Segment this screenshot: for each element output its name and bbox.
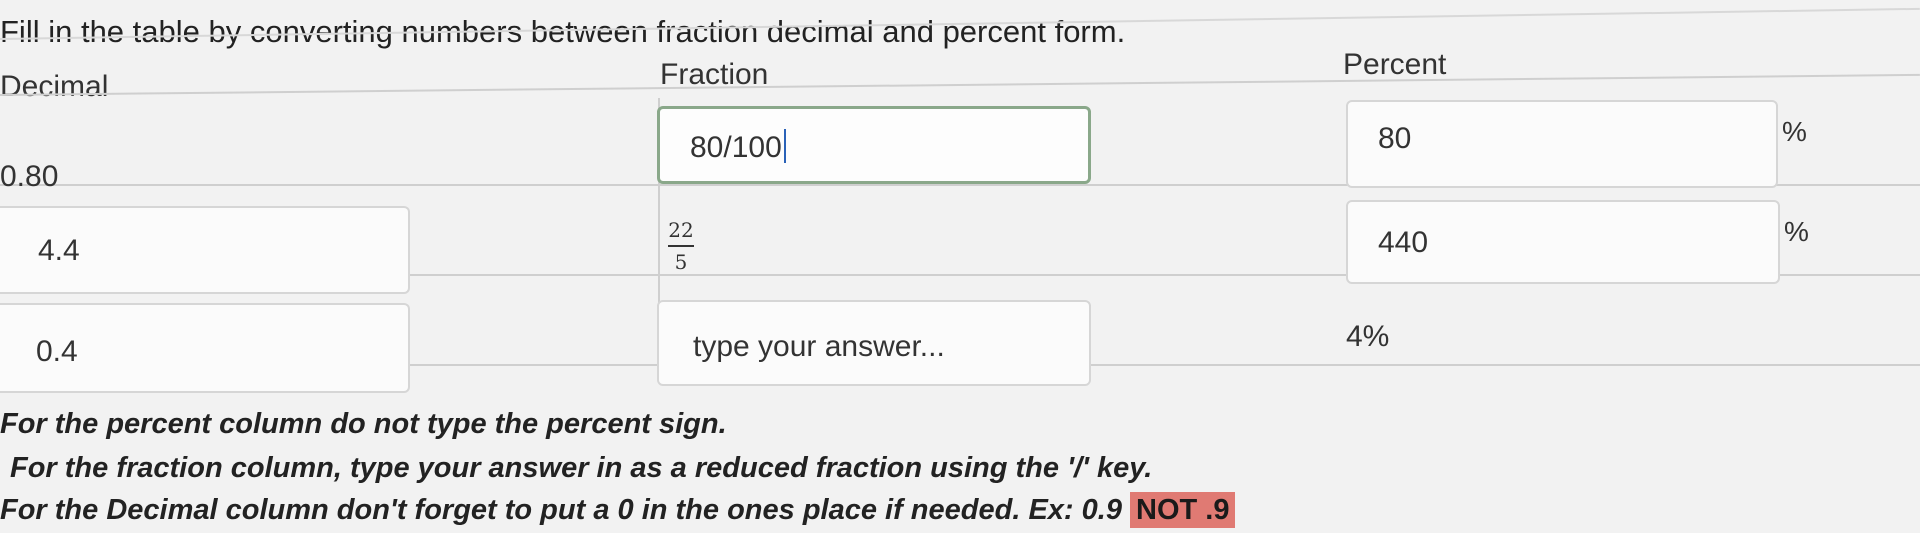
fraction-numerator: 22 <box>668 218 694 242</box>
fraction-bar <box>668 245 694 247</box>
text-caret <box>784 129 786 163</box>
fraction-denominator: 5 <box>674 250 688 274</box>
percent-sign: % <box>1784 216 1809 247</box>
decimal-value: 0.80 <box>0 160 59 193</box>
percent-input-value: 440 <box>1378 226 1429 259</box>
decimal-input[interactable] <box>0 206 410 294</box>
column-header-percent: Percent <box>1343 48 1447 81</box>
fraction-placeholder: type your answer... <box>693 330 945 363</box>
percent-input[interactable] <box>1346 100 1778 188</box>
decimal-input[interactable] <box>0 303 410 393</box>
fraction-input[interactable] <box>657 106 1091 184</box>
note-decimal: For the Decimal column don't forget to put a 0 in the ones place if needed. Ex: 0.9 NOT .9 <box>0 494 1235 527</box>
instructions-heading: Fill in the table by converting numbers between fraction decimal and percent form. <box>0 14 1126 49</box>
percent-sign: % <box>1782 116 1807 147</box>
conversion-table <box>0 48 1920 393</box>
fraction-input[interactable] <box>657 300 1091 386</box>
decimal-input-value: 0.4 <box>36 335 78 368</box>
percent-input-value: 80 <box>1378 122 1412 155</box>
decimal-input-value: 4.4 <box>38 234 80 267</box>
column-header-fraction: Fraction <box>660 58 769 91</box>
header-divider <box>0 74 1920 96</box>
highlight-badge: NOT .9 <box>1130 492 1235 528</box>
column-header-decimal: Decimal <box>0 70 109 103</box>
percent-input[interactable] <box>1346 200 1780 284</box>
note-fraction: For the fraction column, type your answer in as a reduced fraction using the '/' key. <box>10 452 1153 484</box>
fraction-display <box>668 218 694 274</box>
fraction-input-value: 80/100 <box>690 129 786 165</box>
note-percent: For the percent column do not type the percent sign. <box>0 408 727 440</box>
percent-value: 4% <box>1346 320 1390 353</box>
